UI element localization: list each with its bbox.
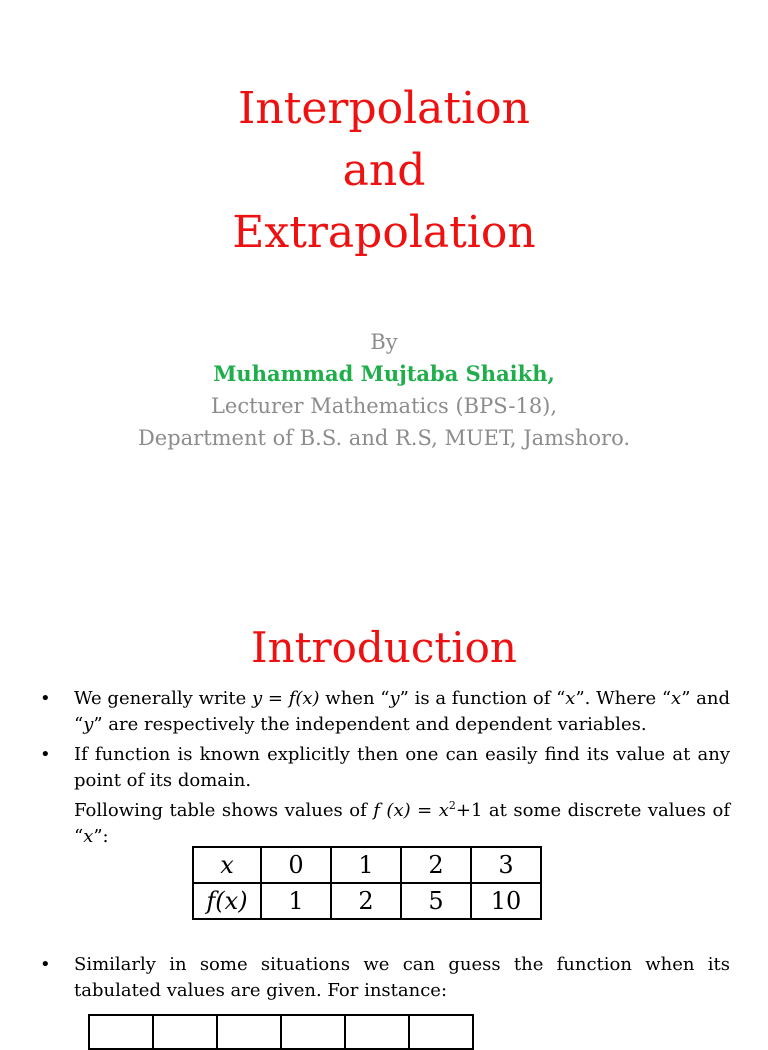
equation: y = f(x) bbox=[251, 688, 320, 709]
text: Following table shows values of bbox=[74, 800, 374, 821]
table-cell: 10 bbox=[471, 883, 541, 919]
bullet-dot: • bbox=[40, 744, 51, 765]
table-cell: 2 bbox=[331, 883, 401, 919]
table-cell bbox=[345, 1015, 409, 1049]
table-cell: 0 bbox=[261, 847, 331, 883]
table-cell bbox=[217, 1015, 281, 1049]
table-cell bbox=[153, 1015, 217, 1049]
values-table bbox=[192, 846, 542, 920]
text: = bbox=[410, 800, 439, 821]
bullet-dot: • bbox=[40, 954, 51, 975]
bullet-item bbox=[40, 742, 730, 794]
cell-text: x bbox=[220, 851, 234, 879]
text: ” are respectively the independent and dependent variables. bbox=[93, 714, 647, 735]
table-row bbox=[193, 847, 541, 883]
cell-text: f(x) bbox=[206, 887, 248, 915]
title-line-3: Extrapolation bbox=[232, 207, 536, 258]
bullet-dot: • bbox=[40, 688, 51, 709]
introduction-slide bbox=[0, 590, 768, 1024]
table-cell: 2 bbox=[401, 847, 471, 883]
bullet-list-2 bbox=[40, 952, 730, 1008]
variable: x bbox=[83, 826, 94, 847]
table-cell bbox=[281, 1015, 345, 1049]
function: f (x) bbox=[373, 800, 411, 821]
table-header-cell bbox=[193, 847, 261, 883]
table-cell bbox=[89, 1015, 153, 1049]
table-row bbox=[193, 883, 541, 919]
text: ” is a function of “ bbox=[399, 688, 566, 709]
table-cell: 1 bbox=[261, 883, 331, 919]
table-cell: 3 bbox=[471, 847, 541, 883]
title-line-1: Interpolation bbox=[237, 83, 530, 134]
text: ”. Where “ bbox=[575, 688, 672, 709]
slide-title bbox=[0, 78, 768, 264]
table-header-cell bbox=[193, 883, 261, 919]
variable: y bbox=[389, 688, 400, 709]
text: when “ bbox=[319, 688, 390, 709]
title-line-2: and bbox=[342, 145, 426, 196]
table-caption bbox=[40, 798, 730, 850]
text: ” and “ bbox=[74, 688, 730, 735]
variable: x bbox=[565, 688, 576, 709]
variable: x bbox=[671, 688, 682, 709]
variable: y bbox=[83, 714, 94, 735]
bullet-item bbox=[40, 686, 730, 738]
bullet-item bbox=[40, 952, 730, 1004]
text: ”: bbox=[93, 826, 109, 847]
slide-title: Introduction bbox=[251, 623, 517, 672]
by-label: By bbox=[370, 330, 398, 354]
author-name: Muhammad Mujtaba Shaikh, bbox=[213, 361, 555, 386]
second-table bbox=[88, 1014, 474, 1050]
bullet-list bbox=[40, 686, 730, 856]
byline bbox=[0, 326, 768, 454]
table-row bbox=[89, 1015, 473, 1049]
bullet-text: Similarly in some situations we can guess the function when its tabulated values are given. For instance: bbox=[74, 954, 730, 1001]
author-position: Lecturer Mathematics (BPS-18), bbox=[210, 394, 558, 418]
table-cell bbox=[409, 1015, 473, 1049]
bullet-text: If function is known explicitly then one can easily find its value at any point of its domain. bbox=[74, 744, 730, 791]
variable: x bbox=[438, 800, 449, 821]
author-department: Department of B.S. and R.S, MUET, Jamshoro. bbox=[137, 426, 631, 450]
exponent: 2 bbox=[448, 799, 456, 812]
text: We generally write bbox=[74, 688, 252, 709]
text: +1 at some discrete values of “ bbox=[74, 800, 731, 847]
table-cell: 5 bbox=[401, 883, 471, 919]
table-cell: 1 bbox=[331, 847, 401, 883]
